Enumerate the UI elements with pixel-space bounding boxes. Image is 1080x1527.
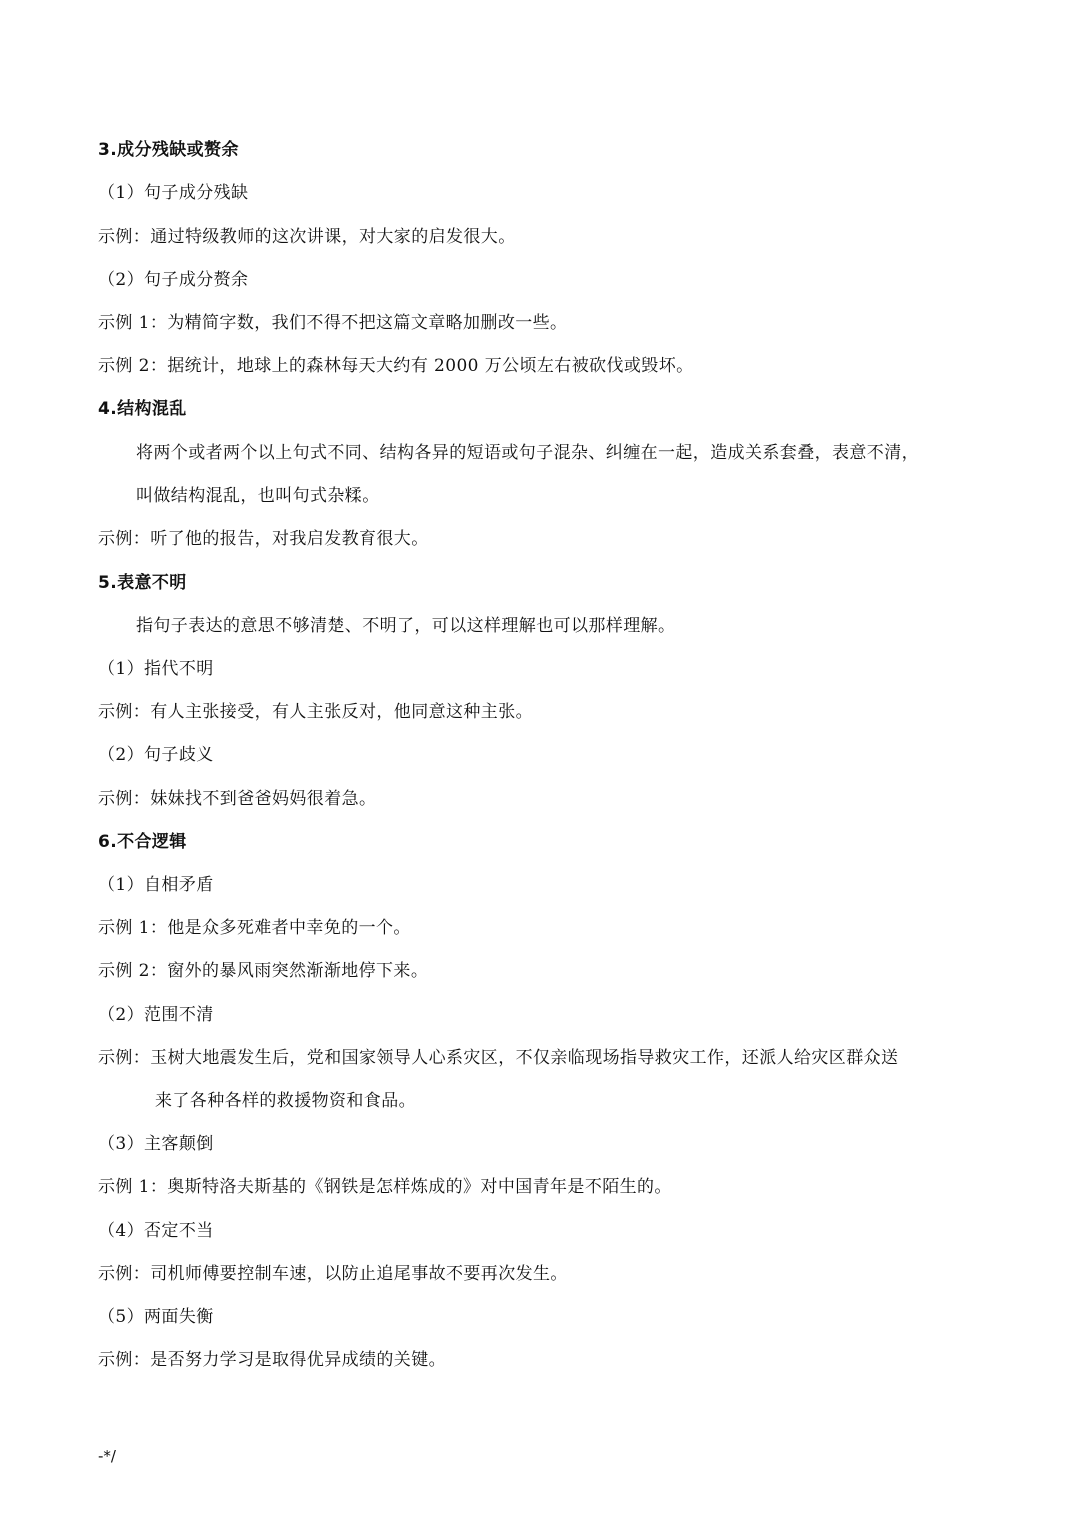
section-6-sub-3: （3）主客颠倒 bbox=[98, 1134, 214, 1154]
section-4-heading: 4.结构混乱 bbox=[98, 399, 187, 419]
section-5-heading: 5.表意不明 bbox=[98, 573, 187, 593]
section-3-example-1: 示例：通过特级教师的这次讲课，对大家的启发很大。 bbox=[98, 227, 516, 247]
section-3-sub-2: （2）句子成分赘余 bbox=[98, 270, 249, 290]
section-4-desc-line-2: 叫做结构混乱，也叫句式杂糅。 bbox=[136, 486, 380, 506]
footer-mark: -*/ bbox=[98, 1447, 116, 1465]
section-6-sub-5: （5）两面失衡 bbox=[98, 1307, 214, 1327]
section-3-heading: 3.成分残缺或赘余 bbox=[98, 140, 239, 160]
section-5-sub-2: （2）句子歧义 bbox=[98, 745, 214, 765]
section-6-heading: 6.不合逻辑 bbox=[98, 832, 187, 852]
section-6-example-6: 示例：是否努力学习是取得优异成绩的关键。 bbox=[98, 1350, 446, 1370]
section-3-example-3: 示例 2：据统计，地球上的森林每天大约有 2000 万公顷左右被砍伐或毁坏。 bbox=[98, 356, 694, 376]
section-4-desc-line-1: 将两个或者两个以上句式不同、结构各异的短语或句子混杂、纠缠在一起，造成关系套叠，表意不清， bbox=[136, 443, 919, 463]
section-6-example-5: 示例：司机师傅要控制车速，以防止追尾事故不要再次发生。 bbox=[98, 1264, 568, 1284]
section-6-sub-1: （1）自相矛盾 bbox=[98, 875, 214, 895]
section-6-example-2: 示例 2：窗外的暴风雨突然渐渐地停下来。 bbox=[98, 961, 429, 981]
section-5-example-1: 示例：有人主张接受，有人主张反对，他同意这种主张。 bbox=[98, 702, 533, 722]
section-5-desc: 指句子表达的意思不够清楚、不明了，可以这样理解也可以那样理解。 bbox=[136, 616, 676, 636]
section-6-example-4: 示例 1：奥斯特洛夫斯基的《钢铁是怎样炼成的》对中国青年是不陌生的。 bbox=[98, 1177, 672, 1197]
section-6-example-3-line-2: 来了各种各样的救援物资和食品。 bbox=[155, 1091, 416, 1111]
section-4-example-1: 示例：听了他的报告，对我启发教育很大。 bbox=[98, 529, 429, 549]
section-6-sub-4: （4）否定不当 bbox=[98, 1221, 214, 1241]
section-6-sub-2: （2）范围不清 bbox=[98, 1005, 214, 1025]
section-3-example-2: 示例 1：为精简字数，我们不得不把这篇文章略加删改一些。 bbox=[98, 313, 568, 333]
section-6-example-1: 示例 1：他是众多死难者中幸免的一个。 bbox=[98, 918, 411, 938]
section-5-example-2: 示例：妹妹找不到爸爸妈妈很着急。 bbox=[98, 789, 377, 809]
section-3-sub-1: （1）句子成分残缺 bbox=[98, 183, 249, 203]
section-5-sub-1: （1）指代不明 bbox=[98, 659, 214, 679]
section-6-example-3-line-1: 示例：玉树大地震发生后，党和国家领导人心系灾区，不仅亲临现场指导救灾工作，还派人给灾区群众送 bbox=[98, 1048, 899, 1068]
